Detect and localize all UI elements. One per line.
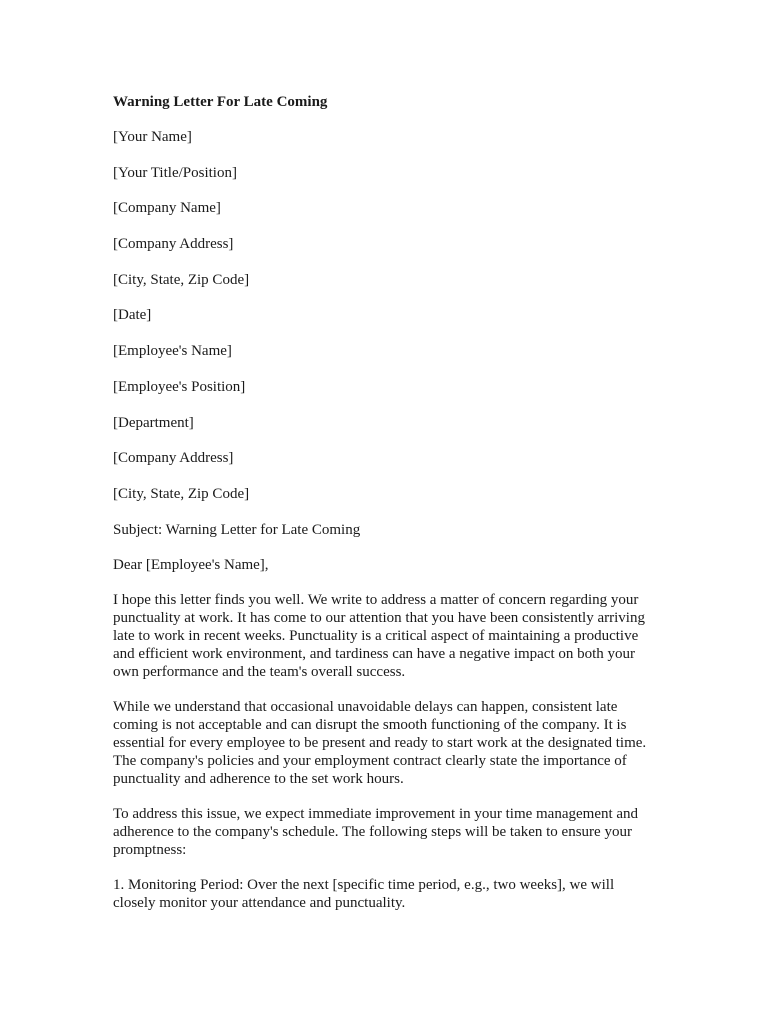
recipient-name: [Employee's Name] <box>113 343 232 360</box>
recipient-city: [City, State, Zip Code] <box>113 485 250 502</box>
recipient-position: [Employee's Position] <box>113 378 246 395</box>
letter-salutation: Dear [Employee's Name], <box>113 557 269 574</box>
sender-company: [Company Name] <box>113 200 221 217</box>
recipient-department: [Department] <box>113 414 194 431</box>
sender-name: [Your Name] <box>113 129 192 145</box>
sender-address: [Company Address] <box>113 236 234 253</box>
recipient-address: [Company Address] <box>113 450 234 467</box>
letter-subject: Subject: Warning Letter for Late Coming <box>113 521 361 538</box>
body-paragraph-4: 1. Monitoring Period: Over the next [specific time period, e.g., two weeks], we will closely monitor your attendance and punctuality. <box>113 876 615 911</box>
letter-title: Warning Letter For Late Coming <box>113 94 328 110</box>
letter-page <box>113 92 653 929</box>
body-paragraph-3: To address this issue, we expect immediate improvement in your time management and adherence to the company's schedule. The following steps will be taken to ensure your promptness: <box>113 805 639 858</box>
body-paragraph-2: While we understand that occasional unavoidable delays can happen, consistent late coming is not acceptable and can disrupt the smooth functioning of the company. It is essential for every employee to be present and ready to start work at the designated time. The company's policies and your employment contract clearly state the importance of punctuality and adherence to the set work hours. <box>113 698 647 787</box>
letter-date: [Date] <box>113 307 152 324</box>
sender-city: [City, State, Zip Code] <box>113 271 250 288</box>
sender-title: [Your Title/Position] <box>113 164 237 181</box>
body-paragraph-1: I hope this letter finds you well. We write to address a matter of concern regarding your punctuality at work. It has come to our attention that you have been consistently arriving late to work in recent weeks. Punctuality is a critical aspect of maintaining a productive and efficient work environment, and tardiness can have a negative impact on both your own performance and the team's overall success. <box>113 591 645 680</box>
